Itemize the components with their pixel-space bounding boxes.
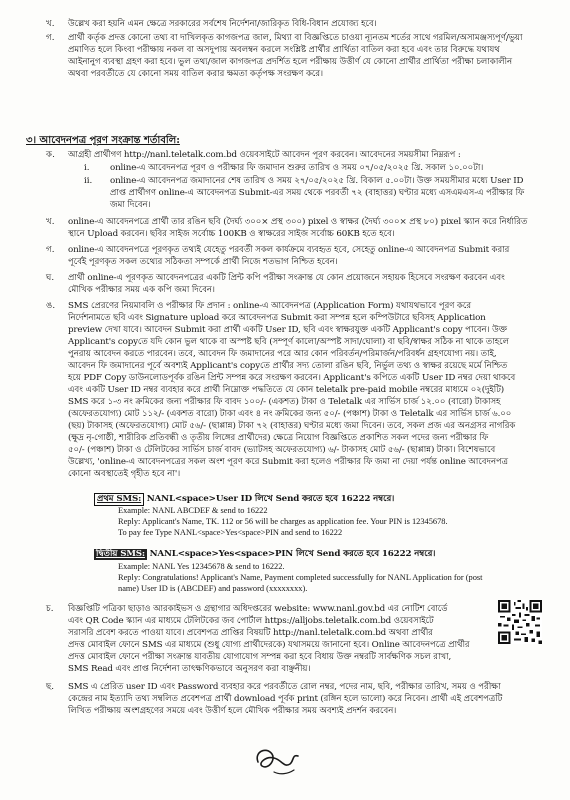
clause-line: স্থানে Upload করবেন। ছবির সাইজ সর্বোচ্চ 100KB ও স্বাক্ষরের সাইজ সর্বোচ্চ 60KB হতে হবে।: [68, 229, 395, 239]
item-marker: ঘ.: [46, 273, 55, 283]
clause-line: online-এ আবেদনপত্র জমাদানের শেষ তারিখ ও সময় ২৭/০৫/২০২৫ খ্রি. বিকাল ৫.০০টা। উক্ত সময়সীমার মধ্যে User ID: [110, 176, 524, 186]
item-marker: খ.: [46, 19, 55, 29]
clause-line: (ছয়) টাকাসহ (অফেরতযোগ্য) মোট ৫৬/- (ছাপ্পান্ন) টাকা ৭২ (বাহাত্তর) ঘণ্টার মধ্যে জমা দিবেন। তবে, সকল প্রজ এর অনগ্রসর নাগরিক: [68, 421, 516, 431]
subitem-marker: ii.: [84, 176, 93, 186]
clause-line: আবেদন ফি জমাদানের পূর্বে অবশ্যই Applicant's copyতে প্রার্থীর সদ্য তোলা রঙিন ছবি, নির্ভুল তথ্য ও স্বাক্ষর রয়েছে মর্মে নিশ্চিত: [68, 361, 508, 371]
clause-line: কোনো অবস্থাতেই গৃহীত হবে না'।: [68, 469, 181, 479]
sms-command-row: [94, 493, 544, 506]
item-marker: খ.: [46, 217, 55, 227]
second-sms-label: দ্বিতীয় SMS:: [96, 549, 145, 559]
clause-line: SMS এ প্রেরিত user ID এবং Password ব্যবহার করে পরবর্তীতে রোল নম্বর, পদের নাম, ছবি, পরীক্ষার তারিখ, সময় ও পরীক্ষা: [68, 682, 501, 692]
clause-line: কেন্দ্রের নাম ইত্যাদি তথ্য সম্বলিত প্রবেশপত্র প্রার্থী download পূর্বক print (রঙ্গিন হলে ভালো) করে নিবেন। প্রার্থী এই প্রবেশপত্রটি: [68, 694, 503, 704]
first-sms-label: প্রথম SMS:: [94, 493, 144, 506]
second-sms-reply: Reply: Congratulations! Applicant's Name, Payment completed successfully for NANL Application for (post: [118, 573, 483, 582]
second-sms-reply-cont: name) User ID is (ABCDEF) and password (xxxxxxxx).: [118, 584, 308, 593]
clause-line: জমা দিবেন।: [110, 200, 151, 210]
clause-line: (ক্ষুদ্র নৃ-গোষ্ঠী, শারীরিক প্রতিবন্ধী ও তৃতীয় লিঙ্গের প্রার্থীদের) ক্ষেত্রে নিয়োগ বিজ্ঞপ্তিতে প্রকাশিত সকল পদের জন্য পরীক্ষার ফি: [68, 433, 489, 443]
first-sms-example: Example: NANL ABCDEF & send to 16222: [118, 506, 268, 515]
clause-line: এবং QR Code স্ক্যান এর মাধ্যমে টেলিটকের জব পোর্টাল https://alljobs.teletalk.com.bd ওয়েবসাইটে: [68, 616, 434, 626]
clause-text: উল্লেখ করা হয়নি এমন ক্ষেত্রে সরকারের সর্বশেষ নির্দেশনা/জারিকৃত বিধি-বিধান প্রযোজ্য হবে।: [68, 19, 377, 29]
item-marker: ক.: [46, 150, 55, 160]
clause-line: আইনানুগ ব্যবস্থা গ্রহণ করা হবে। ভুল তথ্য/জাল কাগজপত্র প্রদর্শিত হলে পরীক্ষায় উত্তীর্ণ যে কোনো প্রার্থীর প্রার্থিতা পরীক্ষা চলাকালীন: [68, 57, 513, 67]
clause-line: online-এ আবেদনপত্রে পূরণকৃত তথ্যই যেহেতু পরবর্তী সকল কার্যক্রমে ব্যবহৃত হবে, সেহেতু online-এ আবেদনপত্র Submit করার: [68, 245, 510, 255]
clause-line: প্রদত্ত মোবাইল ফোনে পরীক্ষা সংক্রান্ত যাবতীয় যোগাযোগ সম্পন্ন করা হবে বিধায় উক্ত নম্বরটি সার্বক্ষণিক সচল রাখা,: [68, 652, 452, 662]
clause-line: প্রার্থী online-এ পূরণকৃত আবেদনপত্রের একটি প্রিন্ট কপি পরীক্ষা সংক্রান্ত যে কোন প্রয়োজনে সহায়ক হিসেবে সংরক্ষণ করবেন এবং: [68, 273, 505, 283]
clause-line: মৌখিক পরীক্ষার সময় এক কপি জমা দিবেন।: [68, 285, 215, 295]
clause-line: ৫০/- (পঞ্চাশ) টাকা ও টেলিটকের সার্ভিস চার্জ বাবদ (ভ্যাটসহ অফেরতযোগ্য) ৬/- টাকাসহ মোট ৫৬/- (ছাপ্পান্ন) টাকা। বিশেষভাবে: [68, 445, 496, 455]
clause-line: অথবা পরবর্তীতে যে কোনো সময় বাতিল করার ক্ষমতা কর্তৃপক্ষ সংরক্ষণ করে।: [68, 69, 323, 79]
item-marker: গ.: [46, 245, 55, 255]
signature-mark: [244, 740, 314, 780]
item-marker: ঙ.: [46, 301, 56, 311]
clause-line: (অফেরতযোগ্য) মোট ১১২/- (একশত বারো) টাকা এবং ৪ নং ক্রমিকের জন্য ৫০/- (পঞ্চাশ) টাকা ও Teletalk এর সার্ভিস চার্জ ৬.০০: [68, 409, 512, 419]
item-marker: ছ.: [46, 682, 55, 692]
clause-line: SMS প্রেরণের নিয়মাবলি ও পরীক্ষার ফি প্রদান : online-এ আবেদনপত্র (Application Form) যথাযথভাবে পূরণ করে: [68, 301, 471, 311]
clause-line: পূর্বেই পূরণকৃত সকল তথ্যের সঠিকতা সম্পর্কে প্রার্থী নিজে শতভাগ নিশ্চিত হবেন।: [68, 257, 338, 267]
second-sms-command: NANL<space>Yes<space>PIN লিখে Send করতে হবে 16222 নম্বরে।: [149, 549, 436, 559]
clause-line: নির্দেশনামতে ছবি এবং Signature upload করে আবেদনপত্র Submit করা সম্পন্ন হলে কম্পিউটারে ছবিসহ Application: [68, 313, 486, 323]
first-sms-reply: Reply: Applicant's Name, TK. 112 or 56 will be charges as application fee. Your PIN is 12345678.: [118, 517, 448, 526]
clause-line: উল্লেখ্য, 'online-এ আবেদনপত্রের সকল অংশ পূরণ করে Submit করা হলেও পরীক্ষার ফি জমা না দেয়া পর্যন্ত online আবেদনপত্র: [68, 457, 508, 467]
clause-line: প্রাপ্ত প্রার্থীগণ online-এ আবেদনপত্র Submit-এর সময় থেকে পরবর্তী ৭২ (বাহাত্তর) ঘণ্টার মধ্যে এসএমএস-এ পরীক্ষার ফি: [110, 188, 525, 198]
subitem-marker: i.: [84, 163, 90, 173]
clause-line: প্রদত্ত মোবাইল ফোনে SMS এর মাধ্যমে (শুধু যোগ্য প্রার্থীদেরকে) যথাসময়ে জানানো হবে। Online আবেদনপত্রে প্রার্থীর: [68, 640, 470, 650]
sms-command-row: [94, 549, 544, 560]
item-marker: গ.: [46, 33, 55, 43]
clause-line: Applicant's copyতে যদি কোন ভুল থাকে বা অস্পষ্ট ছবি (সম্পূর্ণ কালো/অস্পষ্ট সাদা/ঘোলা) বা ছবি/স্বাক্ষর সঠিক না থাকে তাহলে: [68, 337, 509, 347]
clause-line: লিখিত পরীক্ষায় অংশগ্রহণের সময়ে এবং উত্তীর্ণ হলে মৌখিক পরীক্ষার সময় অবশ্যই প্রদর্শন করবেন।: [68, 706, 397, 716]
clause-line: বিজ্ঞপ্তিটি পত্রিকা ছাড়াও আরকাইভস ও গ্রন্থাগার অধিদপ্তরের website: www.nanl.gov.bd এর নোটিশ বোর্ডে: [68, 604, 448, 614]
clause-line: SMS করে ১-৩ নং ক্রমিকের জন্য পরীক্ষার ফি বাবদ ১০০/- (একশত) টাকা ও Teletalk এর সার্ভিস চার্জ ১২.০০ (বারো) টাকাসহ: [68, 397, 501, 407]
qr-code-icon[interactable]: [498, 600, 542, 644]
clause-line: online-এ আবেদনপত্রে প্রার্থী তার রঙিন ছবি (দৈর্ঘ্য ৩০০× প্রস্থ ৩০০) pixel ও স্বাক্ষর (দৈর্ঘ্য ৩০০× প্রস্থ ৮০) pixel স্ক্যান করে নির্ধারিত: [68, 217, 528, 227]
second-sms-example: Example: NANL Yes 12345678 & send to 16222.: [118, 562, 285, 571]
clause-line: সরাসরি প্রবেশ করতে পাওয়া যাবে। প্রবেশপত্র প্রাপ্তির বিষয়টি http://nanl.teletalk.com.bd অথবা প্রার্থীর: [68, 628, 433, 638]
clause-line: এবং একটি User ID নম্বর ব্যবহার করে প্রার্থী নিম্নোক্ত পদ্ধতিতে যে কোন teletalk pre-paid mobile নম্বরের মাধ্যমে ০২(দুইটি): [68, 385, 505, 395]
clause-line: প্রমাণিত হলে কিংবা পরীক্ষায় নকল বা অসদুপায় অবলম্বন করলে সংশ্লিষ্ট প্রার্থীর প্রার্থিতা বাতিল করা হবে এবং তার বিরুদ্ধে যথাযথ: [68, 45, 500, 55]
first-sms-reply-cont: To pay fee Type NANL<space>Yes<space>PIN and send to 16222: [118, 528, 343, 537]
clause-line: আগ্রহী প্রার্থীগণ http://nanl.teletalk.com.bd ওয়েবসাইটে আবেদন পূরণ করবেন। আবেদনের সময়সীমা নিম্নরূপ :: [68, 150, 461, 160]
clause-line: পুনরায় আবেদন করতে পারবেন। তবে, আবেদন ফি জমাদানের পরে আর কোন পরিবর্তন/পরিমার্জন/পরিবর্ধন গ্রহণযোগ্য নয়। তাই,: [68, 349, 497, 359]
section-heading: ৩। আবেদনপত্র পূরণ সংক্রান্ত শর্তাবলি:: [26, 135, 180, 146]
first-sms-command: NANL<space>User ID লিখে Send করতে হবে 16222 নম্বরে।: [146, 494, 395, 504]
clause-line: preview দেখা যাবে। আবেদন Submit করা প্রার্থী একটি User ID, ছবি এবং স্বাক্ষরযুক্ত একটি Applicant's copy পাবেন। উক্ত: [68, 325, 508, 335]
clause-line: SMS Read এবং প্রাপ্ত নির্দেশনা তাৎক্ষণিকভাবে অনুসরণ করা বাঞ্ছনীয়।: [68, 664, 311, 674]
clause-line: প্রার্থী কর্তৃক প্রদত্ত কোনো তথ্য বা দাখিলকৃত কাগজপত্র জাল, মিথ্যা বা বিজ্ঞপ্তিতে চাওয়া ন্যূনতম শর্তের সাথে গরমিল/অসামঞ্জস্যপূর্ণ/ভুয়া: [68, 33, 523, 43]
clause-line: online-এ আবেদনপত্র পূরণ ও পরীক্ষার ফি জমাদান শুরুর তারিখ ও সময় ০৭/০৫/২০২৫ খ্রি. সকাল ১০.০০টা।: [110, 163, 484, 173]
item-marker: চ.: [46, 604, 54, 614]
clause-line: হয়ে PDF Copy ডাউনলোডপূর্বক রঙিন প্রিন্ট সম্পন্ন করে সংরক্ষণ করবেন। Applicant's কপিতে একটি User ID নম্বর দেয়া থাকবে: [68, 373, 516, 383]
